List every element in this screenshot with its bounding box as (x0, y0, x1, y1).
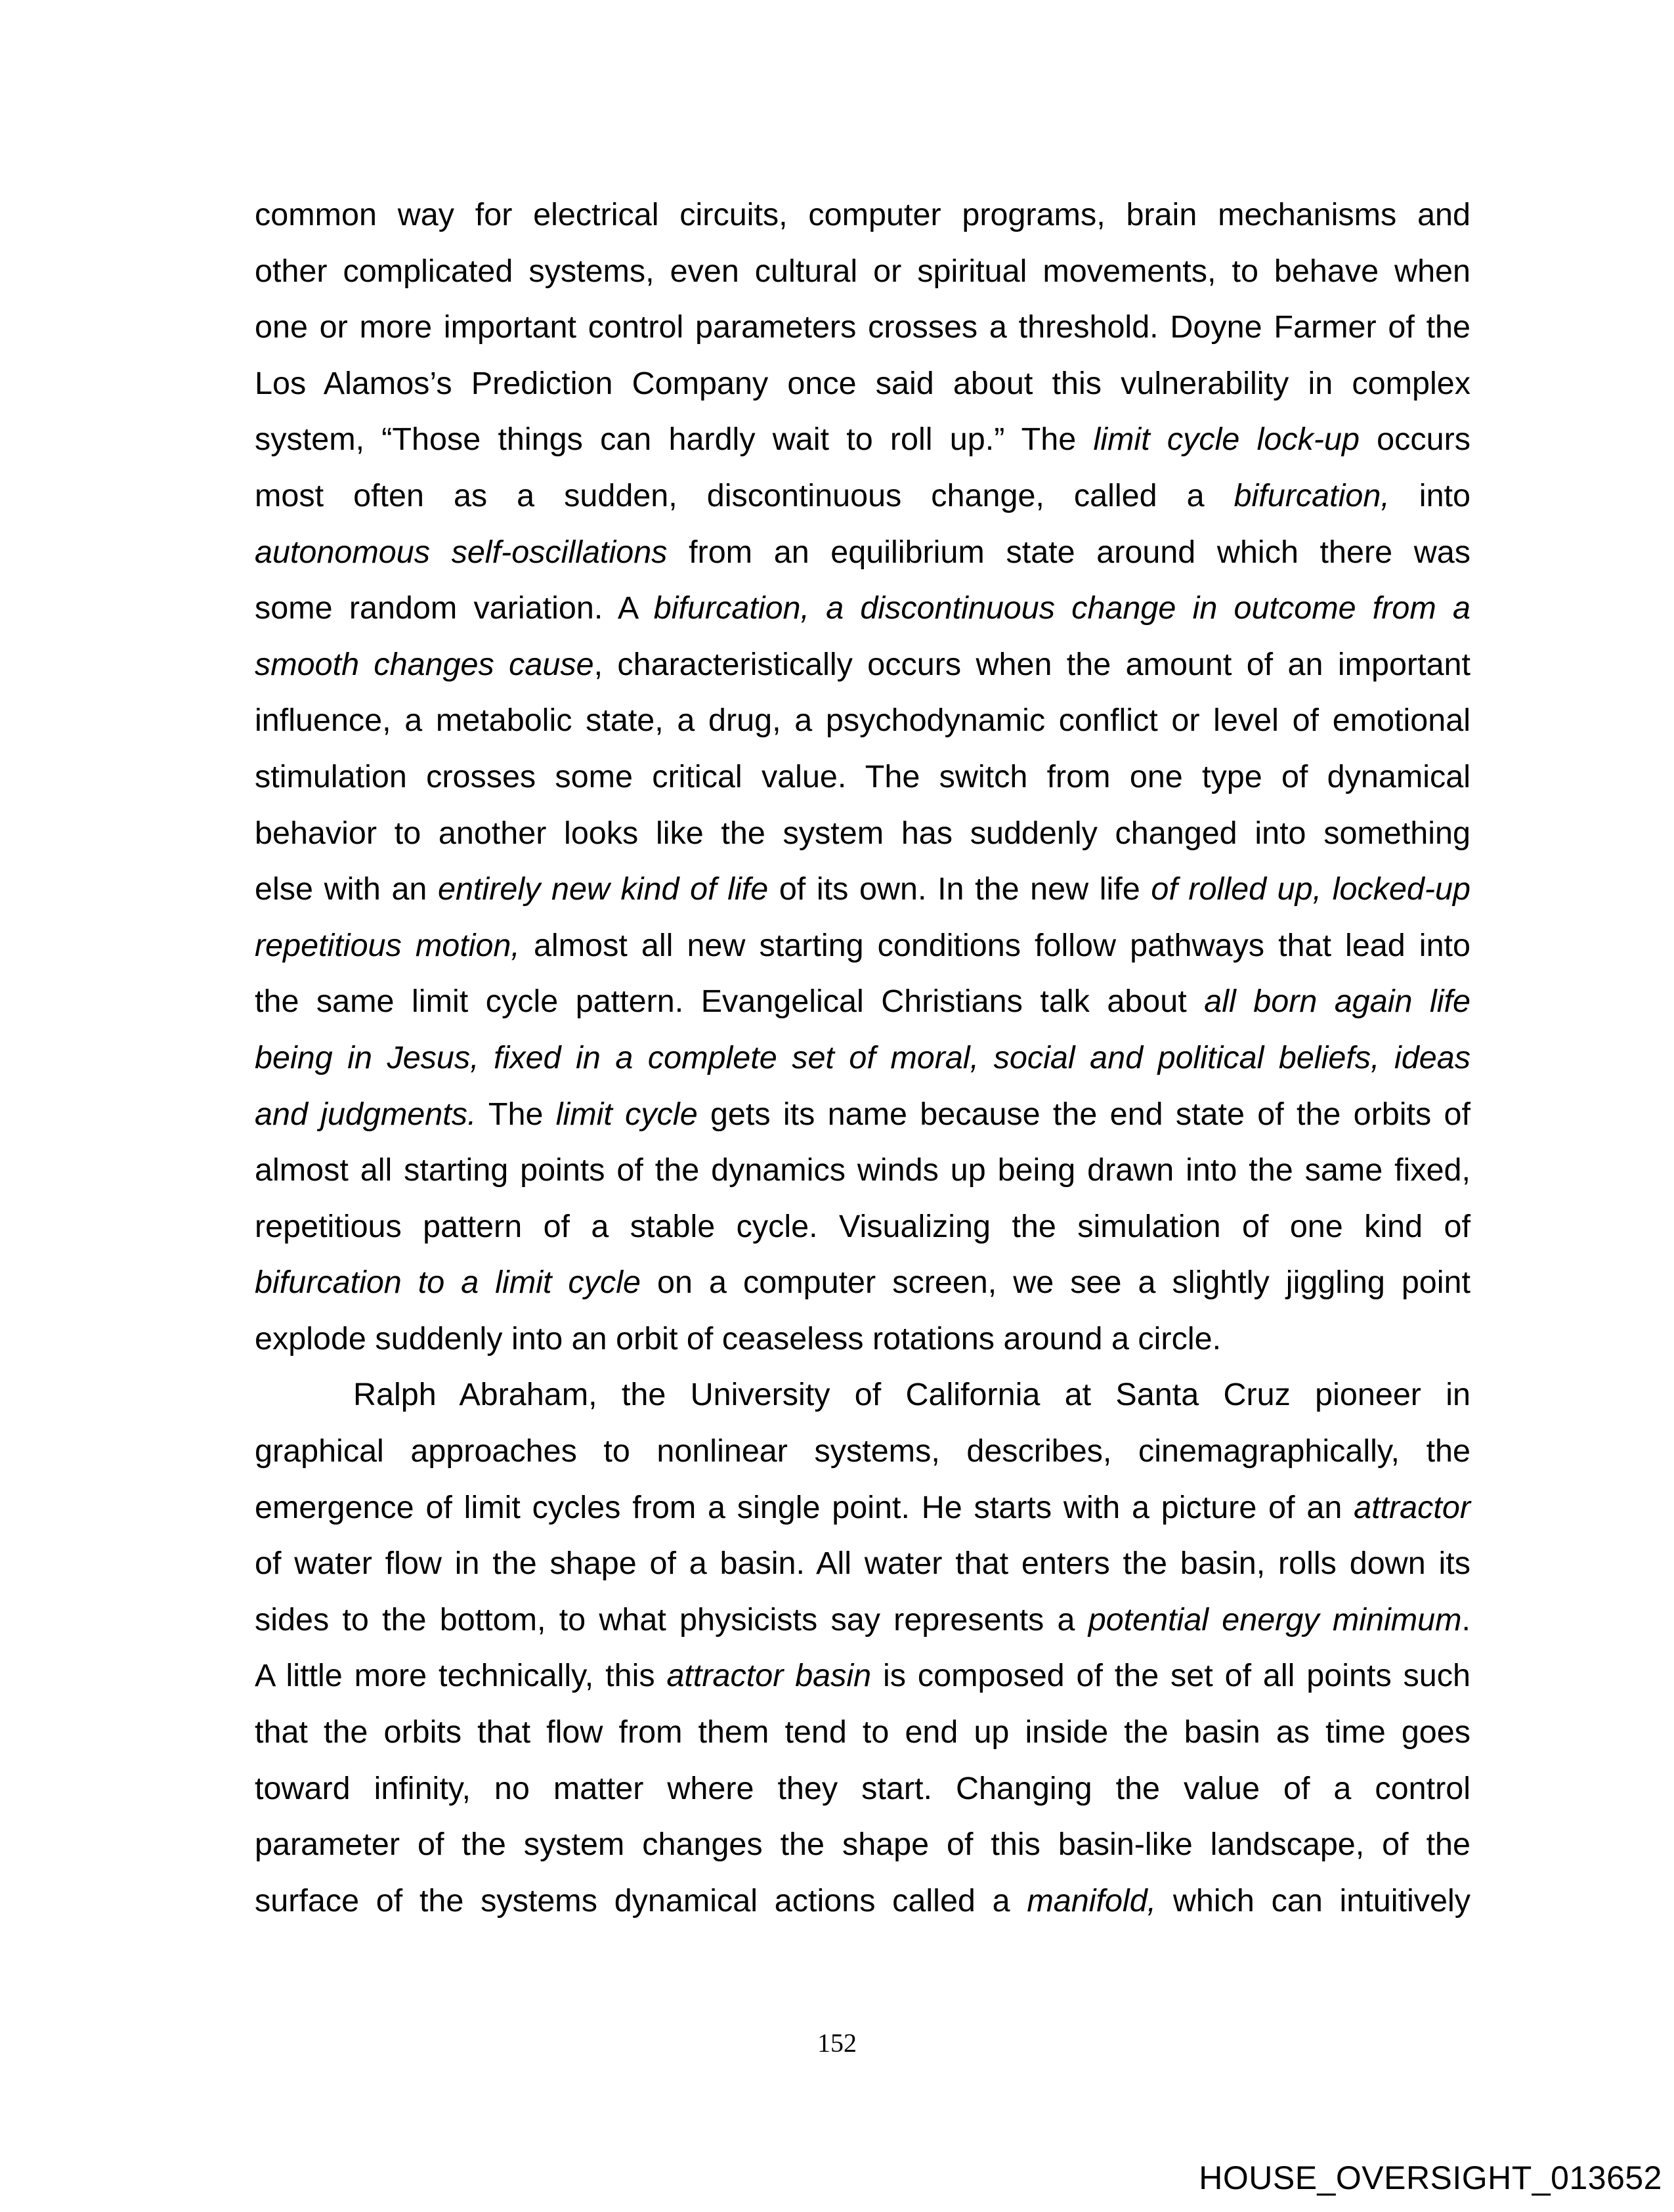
text-run: influence, a metabolic state, a drug, a psychodynamic conflict or level of emotional (255, 703, 1470, 739)
text-run: , characteristically occurs when the amount of an important (593, 646, 1470, 682)
italic-text: smooth changes cause (255, 646, 594, 682)
text-run: other complicated systems, even cultural or spiritual movements, to behave when (255, 253, 1470, 289)
text-line (255, 1423, 1470, 1480)
text-run: surface of the systems dynamical actions called a (255, 1882, 1027, 1919)
italic-text: attractor (1354, 1489, 1470, 1525)
text-line (255, 918, 1470, 974)
text-line (255, 299, 1470, 356)
text-run: parameter of the system changes the shape of this basin-like landscape, of the (255, 1827, 1470, 1863)
text-run: of water flow in the shape of a basin. All water that enters the basin, rolls down its (255, 1546, 1470, 1582)
italic-text: bifurcation, a discontinuous change in outcome from a (653, 590, 1470, 626)
page-body (255, 187, 1470, 1929)
text-line (255, 1030, 1470, 1087)
text-line (255, 356, 1470, 412)
text-run: some random variation. A (255, 590, 654, 626)
text-run: is composed of the set of all points such (871, 1658, 1470, 1694)
text-run: repetitious pattern of a stable cycle. Visualizing the simulation of one kind of (255, 1208, 1470, 1244)
text-line (255, 861, 1470, 918)
italic-text: of rolled up, locked-up (1151, 871, 1471, 907)
text-run: occurs (1359, 422, 1470, 458)
text-run: toward infinity, no matter where they start. Changing the value of a control (255, 1770, 1470, 1806)
italic-text: attractor basin (666, 1658, 872, 1694)
text-run: almost all starting points of the dynamics winds up being drawn into the same fixed, (255, 1152, 1470, 1188)
text-line (255, 974, 1470, 1030)
text-run: Ralph Abraham, the University of California at Santa Cruz pioneer in (353, 1377, 1470, 1413)
text-run: on a computer screen, we see a slightly jiggling point (641, 1265, 1470, 1301)
text-line (255, 412, 1470, 468)
italic-text: limit cycle (555, 1096, 698, 1132)
paragraph (255, 1367, 1470, 1929)
text-line (255, 1761, 1470, 1817)
italic-text: autonomous self-oscillations (255, 534, 668, 570)
text-line (255, 1199, 1470, 1255)
italic-text: and judgments. (255, 1096, 477, 1132)
text-line (255, 1592, 1470, 1649)
text-line (255, 749, 1470, 806)
text-line (255, 1817, 1470, 1873)
text-line (255, 1142, 1470, 1199)
text-run: the same limit cycle pattern. Evangelical Christians talk about (255, 984, 1205, 1020)
italic-text: potential energy minimum (1088, 1601, 1462, 1637)
text-run: most often as a sudden, discontinuous change, called a (255, 477, 1234, 513)
text-run: Los Alamos’s Prediction Company once said about this vulnerability in complex (255, 365, 1470, 401)
italic-text: manifold, (1027, 1882, 1157, 1919)
text-run: explode suddenly into an orbit of ceaseless rotations around a circle. (255, 1320, 1222, 1356)
text-run: from an equilibrium state around which there was (667, 534, 1470, 570)
text-line (255, 187, 1470, 244)
text-run: stimulation crosses some critical value. The switch from one type of dynamical (255, 758, 1470, 794)
italic-text: repetitious motion, (255, 927, 520, 963)
text-run: gets its name because the end state of the orbits of (697, 1096, 1470, 1132)
text-line (255, 244, 1470, 300)
text-run: of its own. In the new life (768, 871, 1151, 907)
text-line (255, 1311, 1470, 1368)
italic-text: entirely new kind of life (438, 871, 769, 907)
text-run: sides to the bottom, to what physicists say represents a (255, 1601, 1088, 1637)
text-line (255, 1480, 1470, 1536)
text-line (255, 637, 1470, 693)
italic-text: bifurcation to a limit cycle (255, 1265, 641, 1301)
text-run: The (476, 1096, 556, 1132)
text-line (255, 1704, 1470, 1761)
italic-text: being in Jesus, fixed in a complete set of moral, social and political beliefs, ideas (255, 1039, 1470, 1075)
text-run: emergence of limit cycles from a single point. He starts with a picture of an (255, 1489, 1354, 1525)
bates-stamp: HOUSE_OVERSIGHT_013652 (1199, 2159, 1662, 2196)
text-line (255, 1536, 1470, 1592)
text-run: that the orbits that flow from them tend to end up inside the basin as time goes (255, 1714, 1470, 1750)
italic-text: bifurcation, (1234, 477, 1390, 513)
italic-text: limit cycle lock-up (1093, 422, 1360, 458)
text-run: behavior to another looks like the system has suddenly changed into something (255, 815, 1470, 851)
text-line (255, 525, 1470, 581)
text-run: almost all new starting conditions follow pathways that lead into (519, 927, 1470, 963)
text-line (255, 468, 1470, 525)
text-line (255, 806, 1470, 862)
page-number: 152 (817, 2028, 857, 2058)
text-run: system, “Those things can hardly wait to roll up.” The (255, 422, 1094, 458)
text-run: common way for electrical circuits, computer programs, brain mechanisms and (255, 197, 1470, 232)
text-run: into (1389, 477, 1471, 513)
text-line (255, 580, 1470, 637)
text-line (255, 1367, 1470, 1423)
text-run: which can intuitively (1156, 1882, 1471, 1919)
text-run: graphical approaches to nonlinear systems, describes, cinemagraphically, the (255, 1433, 1470, 1469)
text-line (255, 1873, 1470, 1930)
italic-text: all born again life (1204, 984, 1471, 1020)
text-line (255, 693, 1470, 749)
text-run: one or more important control parameters crosses a threshold. Doyne Farmer of the (255, 309, 1470, 345)
text-run: . (1461, 1601, 1470, 1637)
text-run: A little more technically, this (255, 1658, 667, 1694)
text-run: else with an (255, 871, 439, 907)
paragraph (255, 187, 1470, 1367)
text-line (255, 1648, 1470, 1704)
text-line (255, 1255, 1470, 1311)
text-line (255, 1087, 1470, 1143)
